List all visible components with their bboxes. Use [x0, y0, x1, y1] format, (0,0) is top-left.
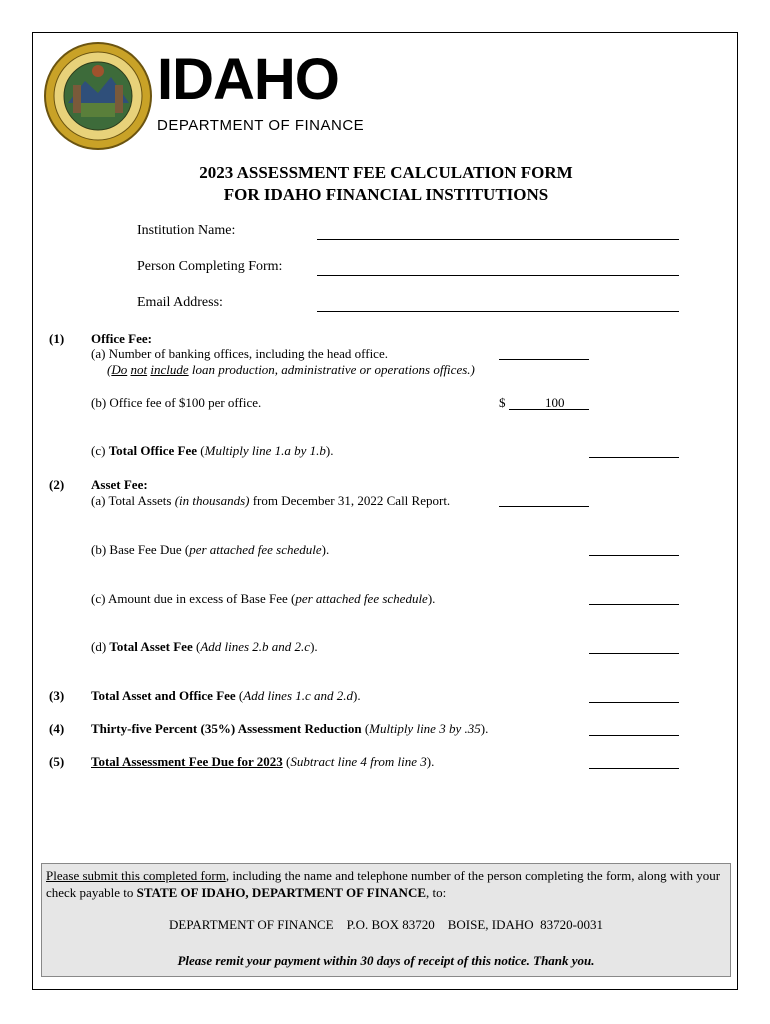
- state-seal-icon: [43, 41, 153, 151]
- form-page: [32, 32, 738, 990]
- section-4-field[interactable]: [589, 735, 679, 736]
- section-4-text: Thirty-five Percent (35%) Assessment Reduction (Multiply line 3 by .35).: [91, 721, 489, 736]
- email-address-field[interactable]: [317, 311, 679, 312]
- section-1-number: (1): [49, 331, 65, 346]
- form-title-line1: 2023 ASSESSMENT FEE CALCULATION FORM: [199, 163, 573, 182]
- section-1b-dollar: $: [499, 395, 506, 410]
- section-1-heading: Office Fee:: [91, 331, 152, 346]
- section-2a-field[interactable]: [499, 506, 589, 507]
- section-2b-text: (b) Base Fee Due (per attached fee schedule).: [91, 542, 330, 557]
- section-1a-field[interactable]: [499, 359, 589, 360]
- notice-remit: Please remit your payment within 30 days of receipt of this notice. Thank you.: [177, 953, 595, 968]
- person-completing-label: Person Completing Form:: [137, 259, 283, 274]
- section-1b-field[interactable]: [509, 409, 589, 410]
- department-name: DEPARTMENT OF FINANCE: [157, 117, 365, 134]
- section-5-field[interactable]: [589, 768, 679, 769]
- section-4-number: (4): [49, 721, 65, 736]
- idaho-logo: IDAHO: [157, 47, 339, 112]
- section-2d-text: (d) Total Asset Fee (Add lines 2.b and 2.c).: [91, 639, 318, 654]
- section-1b-value: 100: [545, 395, 565, 410]
- section-3-text: Total Asset and Office Fee (Add lines 1.c and 2.d).: [91, 688, 361, 703]
- section-3-number: (3): [49, 688, 65, 703]
- section-2d-field[interactable]: [589, 653, 679, 654]
- section-1c-text: (c) Total Office Fee (Multiply line 1.a by 1.b).: [91, 443, 334, 458]
- section-2c-field[interactable]: [589, 604, 679, 605]
- section-2a-text: (a) Total Assets (in thousands) from December 31, 2022 Call Report.: [91, 493, 451, 508]
- form-title-line2: FOR IDAHO FINANCIAL INSTITUTIONS: [223, 185, 549, 204]
- institution-name-label: Institution Name:: [137, 223, 236, 238]
- section-1a-text: (a) Number of banking offices, including the head office.: [91, 346, 388, 361]
- person-completing-field[interactable]: [317, 275, 679, 276]
- section-5-number: (5): [49, 754, 65, 769]
- section-1b-text: (b) Office fee of $100 per office.: [91, 395, 262, 410]
- section-1a-note: (Do not include loan production, administrative or operations offices.): [107, 362, 475, 377]
- section-2b-field[interactable]: [589, 555, 679, 556]
- section-2-number: (2): [49, 477, 65, 492]
- institution-name-field[interactable]: [317, 239, 679, 240]
- section-3-field[interactable]: [589, 702, 679, 703]
- section-5-text: Total Assessment Fee Due for 2023 (Subtract line 4 from line 3).: [91, 754, 435, 769]
- email-address-label: Email Address:: [137, 295, 223, 310]
- section-2-heading: Asset Fee:: [91, 477, 148, 492]
- section-1c-field[interactable]: [589, 457, 679, 458]
- submission-notice: [41, 863, 731, 977]
- notice-address: DEPARTMENT OF FINANCE P.O. BOX 83720 BOISE, IDAHO 83720-0031: [168, 917, 604, 932]
- section-2c-text: (c) Amount due in excess of Base Fee (per attached fee schedule).: [91, 591, 436, 606]
- notice-instructions: Please submit this completed form, including the name and telephone number of the person completing the form, along with your check payable to STATE OF IDAHO, DEPARTMENT OF FINANCE, to:: [46, 868, 721, 900]
